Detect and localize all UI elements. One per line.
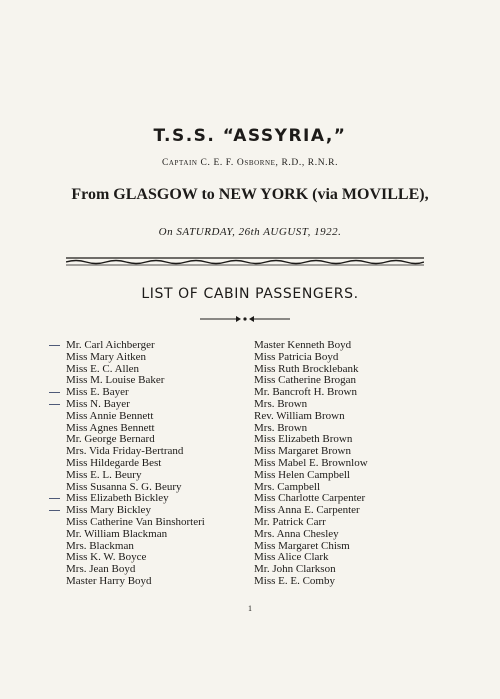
passenger-name: Miss Margaret Brown — [254, 445, 351, 458]
passenger-name: Mrs. Brown — [254, 397, 308, 410]
pencil-tick-mark — [49, 498, 60, 499]
pencil-tick-mark — [49, 392, 60, 393]
divider-ornament-icon — [200, 314, 290, 324]
passenger-name: Mr. Carl Aichberger — [66, 339, 155, 351]
passenger-name: Master Harry Boyd — [66, 574, 152, 587]
pencil-tick-mark — [49, 510, 60, 511]
passenger-name: Miss Agnes Bennett — [66, 421, 155, 434]
passenger-name: Miss Elizabeth Bickley — [66, 492, 169, 505]
passenger-entry — [66, 576, 205, 588]
captain-line: Captain C. E. F. Osborne, R.D., R.N.R. — [161, 158, 339, 168]
passenger-name: Mrs. Blackman — [66, 539, 134, 552]
passenger-name: Mrs. Campbell — [254, 480, 320, 493]
passenger-name: Mrs. Vida Friday-Bertrand — [66, 445, 184, 458]
pencil-tick-mark — [49, 404, 60, 405]
passenger-name: Miss M. Louise Baker — [66, 374, 165, 387]
passenger-name: Rev. William Brown — [254, 409, 345, 422]
route-line: From GLASGOW to NEW YORK (via MOVILLE), — [71, 186, 429, 203]
passenger-name: Mr. Patrick Carr — [254, 515, 326, 528]
list-heading: LIST OF CABIN PASSENGERS. — [141, 286, 359, 302]
passenger-list-right — [254, 340, 368, 588]
passenger-name: Miss Alice Clark — [254, 551, 329, 564]
page-number: 1 — [248, 604, 252, 613]
passenger-name: Miss Helen Campbell — [254, 468, 350, 481]
pencil-tick-mark — [49, 345, 60, 346]
passenger-name: Miss Catherine Brogan — [254, 374, 357, 387]
passenger-name: Miss Anna E. Carpenter — [254, 504, 360, 517]
passenger-name: Master Kenneth Boyd — [254, 339, 352, 351]
passenger-name: Miss E. Bayer — [66, 386, 129, 399]
passenger-name: Miss Catherine Van Binshorteri — [66, 515, 205, 528]
passenger-name: Miss Mary Bickley — [66, 504, 151, 517]
passenger-name: Miss Annie Bennett — [66, 409, 154, 422]
passenger-name: Mrs. Anna Chesley — [254, 527, 339, 540]
passenger-name: Miss Susanna S. G. Beury — [66, 480, 182, 493]
passenger-name: Mr. George Bernard — [66, 433, 155, 446]
sailing-date: On SATURDAY, 26th AUGUST, 1922. — [158, 226, 342, 238]
passenger-name: Miss Charlotte Carpenter — [254, 492, 366, 505]
passenger-name: Miss Mary Aitken — [66, 350, 147, 363]
passenger-name: Mrs. Brown — [254, 421, 308, 434]
passenger-name: Mr. William Blackman — [66, 527, 168, 540]
passenger-name: Mrs. Jean Boyd — [66, 563, 136, 576]
passenger-name: Miss Ruth Brocklebank — [254, 362, 359, 375]
passenger-name: Mr. Bancroft H. Brown — [254, 386, 357, 399]
passenger-name: Miss Elizabeth Brown — [254, 433, 353, 446]
passenger-entry — [254, 576, 368, 588]
passenger-name: Miss Hildegarde Best — [66, 456, 162, 469]
passenger-name: Miss K. W. Boyce — [66, 551, 147, 564]
passenger-name: Miss E. L. Beury — [66, 468, 142, 481]
passenger-name: Miss Patricia Boyd — [254, 350, 339, 363]
passenger-list-left — [66, 340, 205, 588]
passenger-name: Miss N. Bayer — [66, 397, 130, 410]
passenger-name: Miss Margaret Chism — [254, 539, 350, 552]
passenger-name: Miss Mabel E. Brownlow — [254, 456, 368, 469]
passenger-name: Miss E. E. Comby — [254, 574, 335, 587]
ornamental-rule — [66, 256, 424, 266]
ship-title: T.S.S. “ASSYRIA,” — [153, 126, 347, 146]
passenger-name: Mr. John Clarkson — [254, 563, 336, 576]
passenger-name: Miss E. C. Allen — [66, 362, 140, 375]
